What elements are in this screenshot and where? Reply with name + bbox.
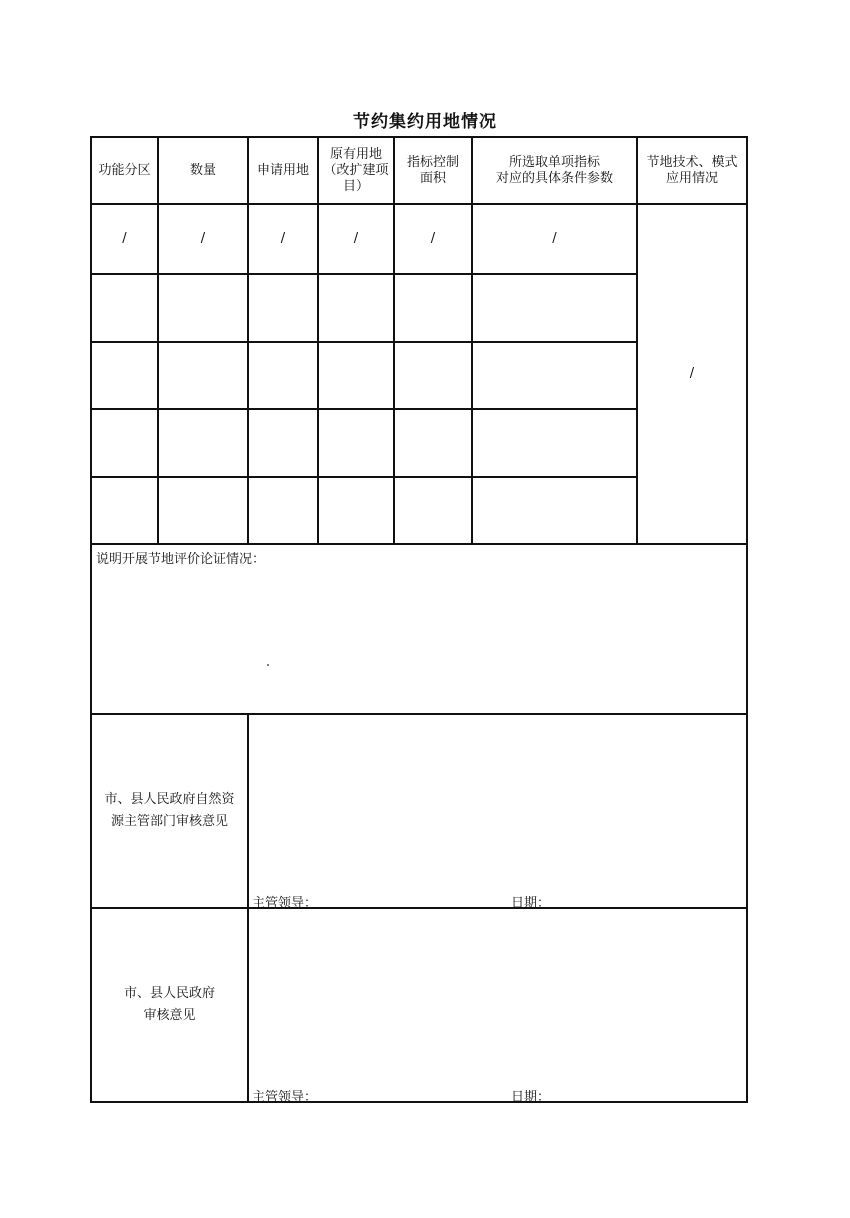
table-cell: / — [430, 231, 436, 246]
table-cell: / — [122, 231, 127, 246]
table-border-bottom — [90, 1101, 748, 1103]
review-col-divider — [247, 713, 249, 1102]
stray-mark — [267, 664, 269, 666]
table-cell: / — [552, 231, 557, 246]
date-label: 日期： — [511, 896, 551, 911]
header-control-area: 指标控制 面积 — [406, 154, 459, 186]
review-natural-resources-label: 市、县人民政府自然资 源主管部门审核意见 — [104, 792, 235, 829]
row-divider — [90, 273, 638, 275]
leader-label: 主管领导： — [252, 896, 318, 911]
row-divider — [90, 408, 638, 410]
row-divider — [90, 476, 638, 478]
leader-label: 主管领导： — [252, 1090, 318, 1105]
table-cell: / — [353, 231, 359, 246]
table-border-right — [746, 136, 748, 1103]
date-label: 日期： — [511, 1090, 551, 1105]
table-cell: / — [280, 231, 286, 246]
header-quantity: 数量 — [189, 162, 216, 178]
row-divider — [90, 341, 638, 343]
header-original-land: 原有用地 （改扩建项 目） — [323, 146, 389, 194]
header-condition-params: 所选取单项指标 对应的具体条件参数 — [495, 154, 613, 186]
table-cell: / — [200, 231, 206, 246]
merged-cell: / — [689, 366, 695, 381]
header-function-zone: 功能分区 — [98, 162, 151, 178]
page-title: 节约集约用地情况 — [353, 112, 497, 132]
header-applied-land: 申请用地 — [256, 162, 309, 178]
row-divider — [90, 543, 748, 545]
note-label: 说明开展节地评价论证情况： — [96, 552, 266, 567]
header-land-saving-tech: 节地技术、模式 应用情况 — [646, 154, 738, 186]
review-government-label: 市、县人民政府 审核意见 — [123, 986, 215, 1023]
